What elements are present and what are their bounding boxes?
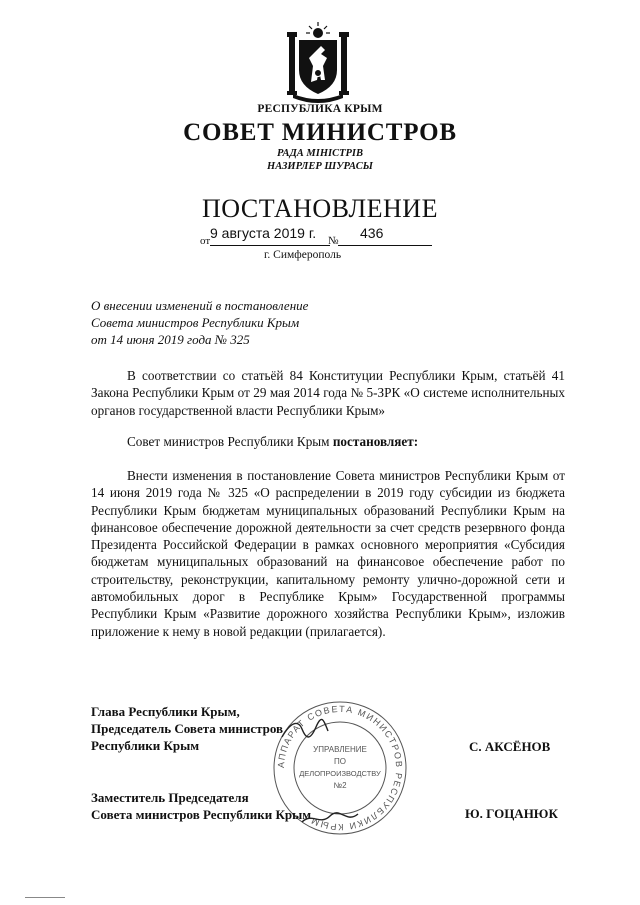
handwritten-signature (280, 715, 330, 745)
head-title-line: Республики Крым (91, 738, 200, 753)
main-paragraph (91, 467, 565, 640)
document-subject (91, 297, 308, 348)
republic-name: РЕСПУБЛИКА КРЫМ (257, 103, 383, 115)
document-number: 436 (360, 225, 384, 241)
document-date: 9 августа 2019 г. (210, 225, 317, 241)
head-signature-block (91, 703, 283, 754)
council-title-crimean-tatar: НАЗИРЛЕР ШУРАСЫ (267, 161, 373, 172)
date-prefix: от (200, 235, 211, 247)
date-number-row (200, 225, 440, 251)
city: г. Симферополь (264, 249, 342, 261)
subject-line: от 14 июня 2019 года № 325 (91, 332, 250, 347)
stamp-line: ПО (334, 757, 346, 766)
date-underline (210, 245, 330, 246)
preamble-paragraph (91, 367, 565, 419)
stamp-ring-text: АППАРАТ СОВЕТА МИНИСТРОВ РЕСПУБЛИКИ КРЫМ (275, 703, 405, 833)
council-title-ukrainian: РАДА МІНІСТРІВ (276, 148, 364, 159)
stamp-line: УПРАВЛЕНИЕ (313, 745, 367, 754)
number-sign: № (328, 235, 339, 247)
handwritten-signature (300, 808, 360, 828)
head-title-line: Председатель Совета министров (91, 721, 284, 736)
head-name: С. АКСЁНОВ (469, 739, 551, 754)
deputy-title-line: Заместитель Председателя (91, 790, 249, 805)
subject-line: О внесении изменений в постановление (91, 298, 309, 313)
main-text: Внести изменения в постановление Совета министров Республики Крым от 14 июня 2019 года № 325 «О распределении в 2019 году субсидии из бюджета Республики Крым бюджетам муниципальных образований Республики Крым на финансовое обеспечение дорожной деятельности за счет средств резервного фонда Президента Российской Федерации в рамках основного мероприятия «Субсидия бюджетам муниципальных образований на финансовое обеспечение работ по строительству, реконструкции, капитальному ремонту улично-дорожной сети и автомобильных дорог в Республике Крым» Государственной программы Республики Крым «Развитие дорожного хозяйства Республики Крым», изложив приложение к нему в новой редакции (прилагается). (91, 468, 565, 639)
deputy-name: Ю. ГОЦАНЮК (465, 806, 558, 821)
preamble-text: В соответствии со статьёй 84 Конституции Республики Крым, статьёй 41 Закона Республики Крым от 29 мая 2014 года № 5-ЗРК «О системе исполнительных органов государственной власти Республики Крым» (91, 368, 565, 418)
council-title: СОВЕТ МИНИСТРОВ (183, 119, 457, 146)
stamp-line: №2 (333, 781, 347, 790)
stamp-line: ДЕЛОПРОИЗВОДСТВУ (299, 769, 381, 778)
decree-text: Совет министров Республики Крым (127, 434, 333, 449)
number-underline (338, 245, 432, 246)
deputy-signature-block (91, 789, 311, 823)
document-type-title: ПОСТАНОВЛЕНИЕ (202, 194, 438, 223)
subject-line: Совета министров Республики Крым (91, 315, 300, 330)
deputy-title-line: Совета министров Республики Крым (91, 807, 312, 822)
crimea-coat-of-arms-icon (287, 22, 349, 104)
head-title-line: Глава Республики Крым, (91, 704, 240, 719)
decree-verb: постановляет: (332, 434, 419, 449)
scan-mark (25, 897, 65, 898)
decree-line (91, 433, 565, 450)
